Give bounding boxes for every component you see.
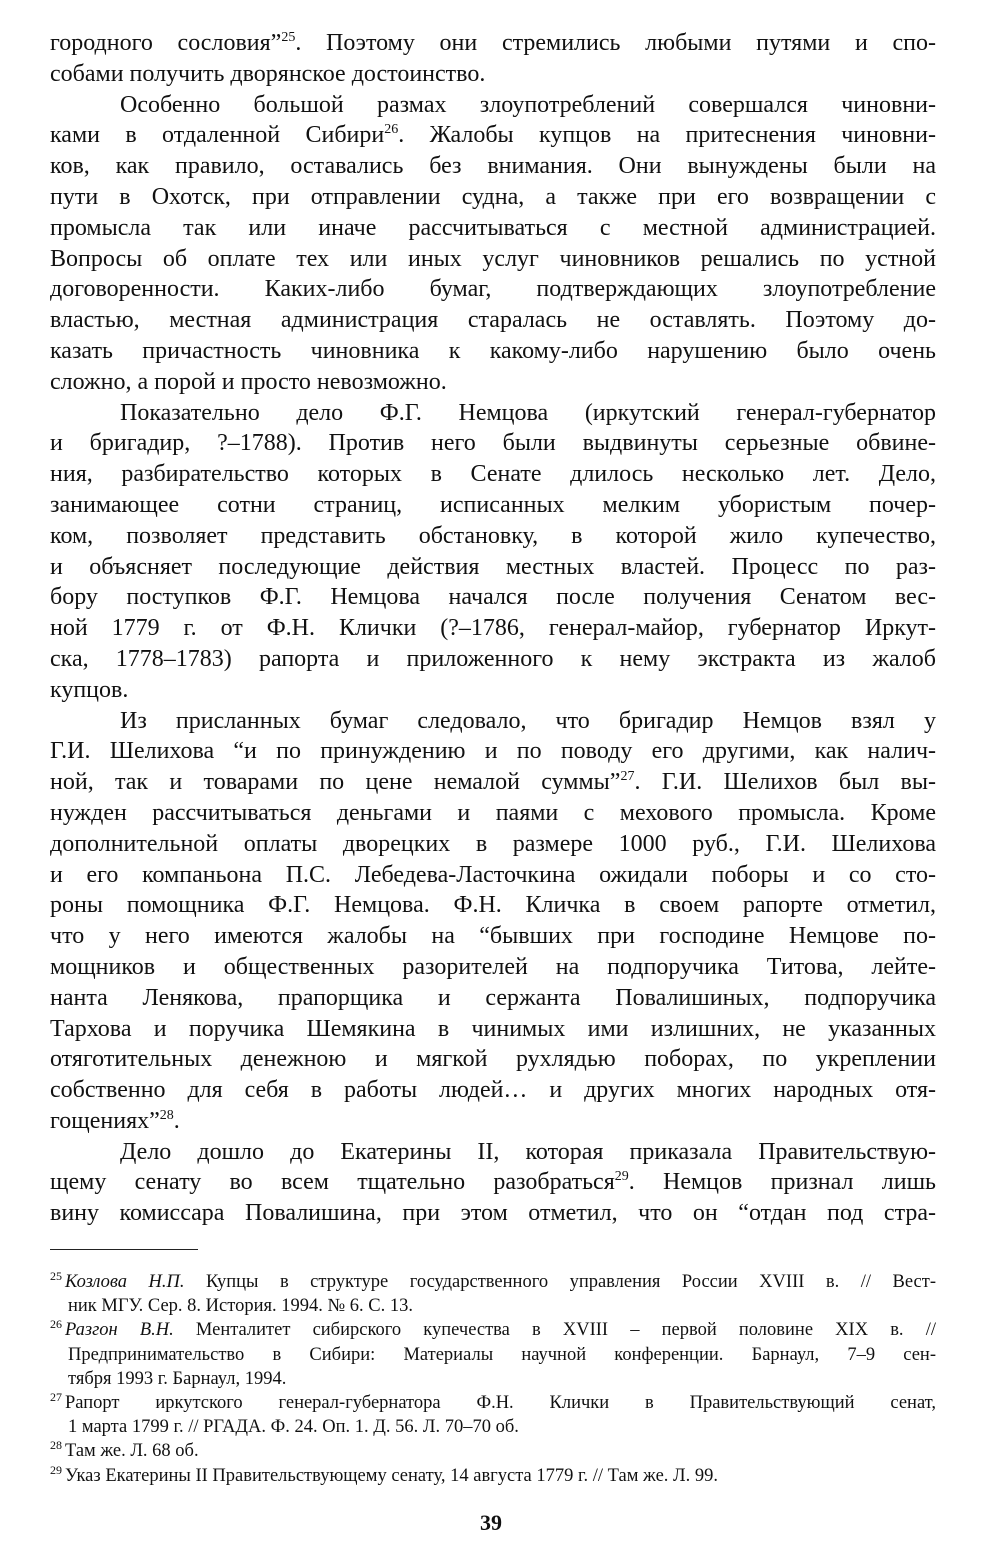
paragraph [50, 706, 936, 1137]
text-run: Г.И. Шелихова “и по принуждению и по поводу его другими, как налич- [50, 738, 936, 765]
text-run: . Г.И. Шелихов был вы- [634, 769, 936, 796]
text-run: вину комиссара Повалишина, при этом отметил, что он “отдан под стра- [50, 1200, 936, 1227]
text-line [50, 521, 936, 552]
text-run: что у него имеются жалобы на “бывших при господине Немцове по- [50, 923, 936, 950]
text-run: роны помощника Ф.Г. Немцова. Ф.Н. Кличка в своем рапорте отметил, [50, 892, 936, 919]
text-run: 1 марта 1799 г. // РГАДА. Ф. 24. Оп. 1. Д. 56. Л. 70–70 об. [68, 1417, 519, 1438]
text-line [50, 798, 936, 829]
text-run: Из присланных бумаг следовало, что бригадир Немцов взял у [120, 707, 936, 734]
text-line [50, 367, 936, 398]
author-name: Козлова Н.П. [65, 1272, 185, 1292]
text-line [50, 767, 936, 798]
text-run: отяготительных денежною и мягкой рухлядью поборах, по укреплении [50, 1046, 936, 1073]
footnote-line [50, 1391, 936, 1415]
footnote-line [50, 1270, 936, 1294]
text-run: собами получить дворянское достоинство. [50, 60, 486, 87]
text-line [50, 860, 936, 891]
text-line [50, 1106, 936, 1137]
text-run: Показательно дело Ф.Г. Немцова (иркутский генерал-губернатор [120, 399, 936, 426]
footnote-number: 26 [50, 1317, 62, 1332]
footnote-ref: 25 [281, 30, 296, 45]
footnote-ref: 27 [620, 769, 635, 785]
text-run: . Жалобы купцов на притеснения чиновни- [398, 122, 936, 149]
text-line [50, 336, 936, 367]
footnote-line [50, 1294, 936, 1318]
text-run: собственно для себя в работы людей… и других многих народных отя- [50, 1077, 936, 1104]
text-line [50, 1198, 936, 1229]
text-line [50, 952, 936, 983]
text-line [50, 1044, 936, 1075]
author-name: Разгон В.Н. [65, 1320, 174, 1341]
text-line [50, 182, 936, 213]
text-run: . Немцов признал лишь [628, 1169, 936, 1196]
footnote-separator [50, 1249, 198, 1250]
text-run: дополнительной оплаты дворецких в размере 1000 руб., Г.И. Шелихова [50, 830, 936, 857]
text-line [50, 890, 936, 921]
footnote-ref: 28 [159, 1107, 174, 1123]
text-run: купцов. [50, 676, 129, 703]
footnote-line [50, 1464, 936, 1488]
text-run: и его компаньона П.С. Лебедева-Ласточкина ожидали поборы и со сто- [50, 861, 936, 888]
text-run: властью, местная администрация старалась не оставлять. Поэтому до- [50, 307, 936, 334]
text-run: . [173, 1107, 180, 1134]
text-run: сложно, а порой и просто невозможно. [50, 368, 447, 395]
text-run: ков, как правило, оставались без внимания. Они вынуждены были на [50, 153, 936, 180]
paragraph [50, 398, 936, 706]
text-run: Особенно большой размах злоупотреблений совершался чиновни- [120, 91, 936, 118]
text-run: ной 1779 г. от Ф.Н. Клички (?–1786, генерал-майор, губернатор Иркут- [50, 615, 936, 642]
footnote-number: 29 [50, 1462, 62, 1477]
text-run: тября 1993 г. Барнаул, 1994. [68, 1368, 287, 1389]
footnote-ref: 26 [384, 122, 399, 138]
text-run: Предпринимательство в Сибири: Материалы научной конференции. Барнаул, 7–9 сен- [68, 1344, 936, 1365]
text-run: казать причастность чиновника к какому-либо нарушению было очень [50, 337, 936, 364]
footnote [50, 1439, 936, 1463]
text-line [50, 59, 936, 90]
paragraph [50, 90, 936, 398]
text-run: Указ Екатерины II Правительствующему сенату, 14 августа 1779 г. // Там же. Л. 99. [65, 1465, 718, 1486]
text-line [50, 1014, 936, 1045]
text-run: договоренности. Каких-либо бумаг, подтверждающих злоупотребление [50, 276, 936, 303]
text-run: Дело дошло до Екатерины II, которая приказала Правительствую- [120, 1138, 936, 1165]
text-run: Тархова и поручика Шемякина в чинимых ими излишних, не указанных [50, 1015, 936, 1042]
text-line [50, 274, 936, 305]
text-run: ник МГУ. Сер. 8. История. 1994. № 6. С. 13. [68, 1296, 413, 1317]
text-run: бору поступков Ф.Г. Немцова начался после получения Сенатом вес- [50, 584, 936, 611]
text-run: ния, разбирательство которых в Сенате длилось несколько лет. Дело, [50, 461, 936, 488]
footnote-number: 27 [50, 1389, 62, 1404]
text-run: промысла так или иначе рассчитываться с местной администрацией. [50, 214, 936, 241]
text-line [50, 428, 936, 459]
page-number: 39 [480, 1510, 502, 1535]
text-line [50, 305, 936, 336]
text-run: щему сенату во всем тщательно разобраться [50, 1169, 615, 1196]
text-line [50, 736, 936, 767]
footnote-line [50, 1415, 936, 1439]
text-line [50, 1137, 936, 1168]
text-run: Рапорт иркутского генерал-губернатора Ф.Н. Клички в Правительствующий сенат, [65, 1392, 936, 1413]
footnote-line [50, 1318, 936, 1342]
text-line [50, 28, 936, 59]
text-line [50, 120, 936, 151]
text-run: ками в отдаленной Сибири [50, 122, 385, 149]
text-run: ска, 1778–1783) рапорта и приложенного к нему экстракта из жалоб [50, 645, 936, 672]
text-line [50, 490, 936, 521]
body-text [50, 28, 936, 1229]
text-line [50, 983, 936, 1014]
paragraph [50, 1137, 936, 1229]
text-run: Вопросы об оплате тех или иных услуг чиновников решались по устной [50, 245, 936, 272]
text-run: пути в Охотск, при отправлении судна, а также при его возвращении с [50, 183, 936, 210]
paragraph [50, 28, 936, 90]
text-line [50, 552, 936, 583]
text-line [50, 644, 936, 675]
text-line [50, 213, 936, 244]
text-line [50, 90, 936, 121]
text-run: ной, так и товарами по цене немалой суммы” [50, 769, 621, 796]
footnote-line [50, 1343, 936, 1367]
footnote-ref: 29 [614, 1169, 629, 1185]
footnote [50, 1270, 936, 1318]
text-run: занимающее сотни страниц, исписанных мелким убористым почер- [50, 491, 936, 518]
footnote-number: 28 [50, 1438, 62, 1453]
footnote [50, 1391, 936, 1439]
text-line [50, 829, 936, 860]
footnote [50, 1464, 936, 1488]
text-line [50, 1167, 936, 1198]
text-run: нанта Ленякова, прапорщика и сержанта Повалишиных, подпоручика [50, 984, 936, 1011]
footnote-line [50, 1439, 936, 1463]
footnote-number: 25 [50, 1269, 62, 1283]
footnotes [50, 1270, 936, 1488]
text-line [50, 675, 936, 706]
text-run: нужден рассчитываться деньгами и паями с мехового промысла. Кроме [50, 799, 936, 826]
text-run: Купцы в структуре государственного управления России XVIII в. // Вест- [184, 1272, 936, 1292]
text-run: ком, позволяет представить обстановку, в которой жило купечество, [50, 522, 936, 549]
text-line [50, 398, 936, 429]
text-line [50, 706, 936, 737]
footnote-line [50, 1367, 936, 1391]
text-run: гощениях” [50, 1107, 160, 1134]
text-run: и объясняет последующие действия местных властей. Процесс по раз- [50, 553, 936, 580]
text-line [50, 244, 936, 275]
text-run: мощников и общественных разорителей на подпоручика Титова, лейте- [50, 953, 936, 980]
text-line [50, 1075, 936, 1106]
text-line [50, 921, 936, 952]
text-run: Там же. Л. 68 об. [65, 1441, 199, 1462]
text-line [50, 613, 936, 644]
text-run: . Поэтому они стремились любыми путями и спо- [295, 30, 936, 56]
text-run: и бригадир, ?–1788). Против него были выдвинуты серьезные обвине- [50, 430, 936, 457]
text-line [50, 582, 936, 613]
footnote [50, 1318, 936, 1391]
text-run: Менталитет сибирского купечества в XVIII – первой половине XIX в. // [173, 1320, 936, 1341]
text-line [50, 151, 936, 182]
text-line [50, 459, 936, 490]
text-run: городного сословия” [50, 30, 282, 56]
